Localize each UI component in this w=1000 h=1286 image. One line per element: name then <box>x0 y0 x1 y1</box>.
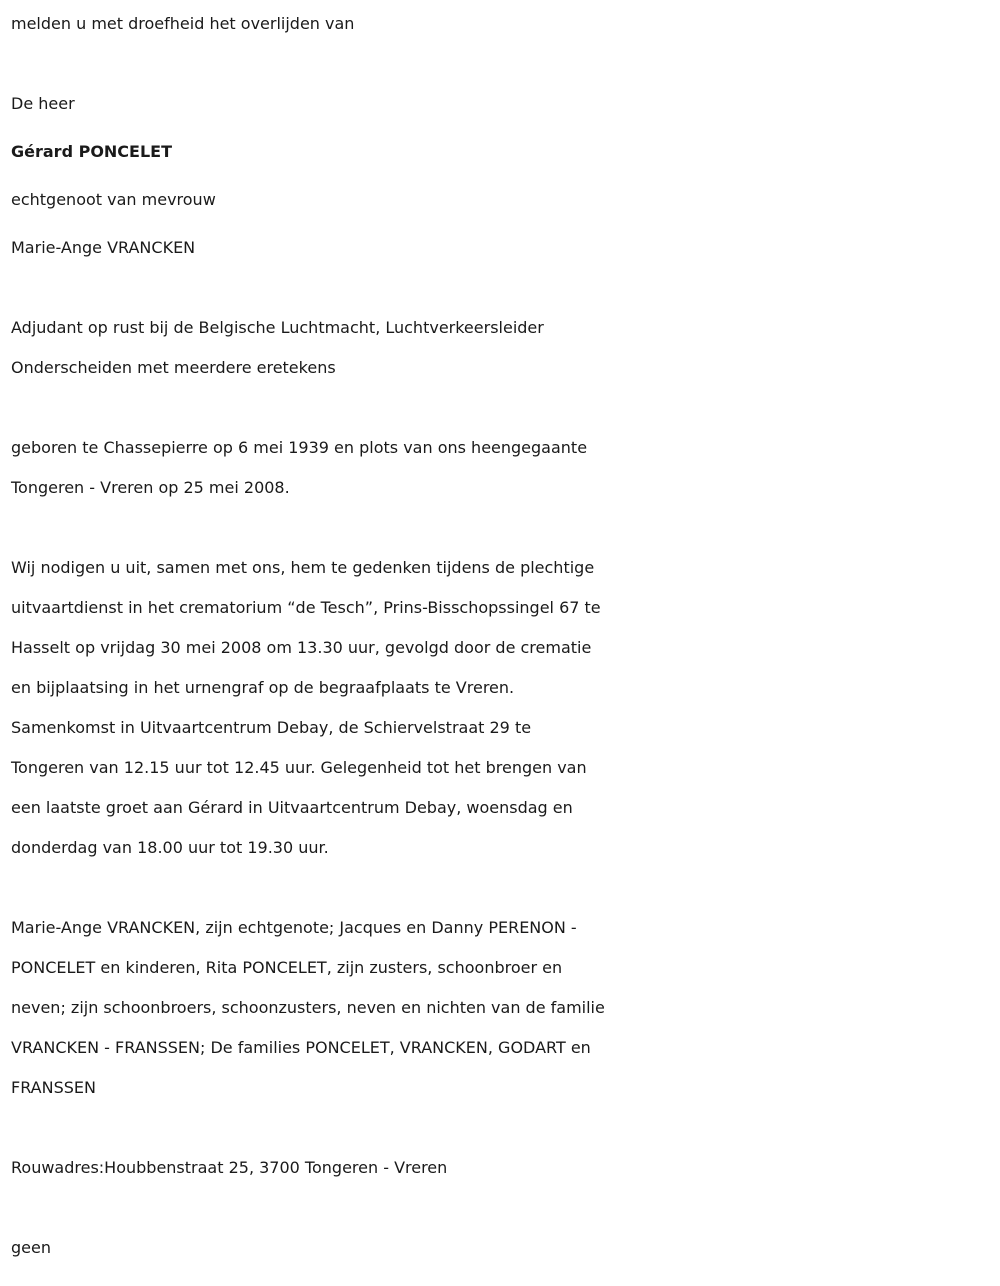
salutation: De heer <box>11 94 75 113</box>
paragraph-line: een laatste groet aan Gérard in Uitvaartcentrum Debay, woensdag en <box>11 798 573 817</box>
death-notice <box>11 4 996 1268</box>
paragraph-line: VRANCKEN - FRANSSEN; De families PONCELET, VRANCKEN, GODART en <box>11 1038 591 1057</box>
paragraph-line: Tongeren - Vreren op 25 mei 2008. <box>11 478 290 497</box>
career-paragraph <box>11 308 996 388</box>
closing-text: geen <box>11 1238 51 1257</box>
paragraph-line: Tongeren van 12.15 uur tot 12.45 uur. Gelegenheid tot het brengen van <box>11 758 587 777</box>
paragraph-line: Hasselt op vrijdag 30 mei 2008 om 13.30 uur, gevolgd door de crematie <box>11 638 592 657</box>
paragraph-line: uitvaartdienst in het crematorium “de Tesch”, Prins-Bisschopssingel 67 te <box>11 598 601 617</box>
paragraph-line: en bijplaatsing in het urnengraf op de begraafplaats te Vreren. <box>11 678 515 697</box>
paragraph-line: geboren te Chassepierre op 6 mei 1939 en plots van ons heengegaante <box>11 438 588 457</box>
paragraph-line: Wij nodigen u uit, samen met ons, hem te gedenken tijdens de plechtige <box>11 558 595 577</box>
birth-death-paragraph <box>11 428 996 508</box>
paragraph-line: neven; zijn schoonbroers, schoonzusters, neven en nichten van de familie <box>11 998 605 1017</box>
paragraph-line: donderdag van 18.00 uur tot 19.30 uur. <box>11 838 329 857</box>
paragraph-line: PONCELET en kinderen, Rita PONCELET, zijn zusters, schoonbroer en <box>11 958 563 977</box>
paragraph-line: Adjudant op rust bij de Belgische Luchtmacht, Luchtverkeersleider <box>11 318 544 337</box>
mourning-address: Rouwadres:Houbbenstraat 25, 3700 Tongeren - Vreren <box>11 1158 448 1177</box>
spouse-label: echtgenoot van mevrouw <box>11 190 216 209</box>
paragraph-line: Onderscheiden met meerdere eretekens <box>11 358 336 377</box>
ceremony-paragraph <box>11 548 996 868</box>
paragraph-line: Marie-Ange VRANCKEN, zijn echtgenote; Jacques en Danny PERENON - <box>11 918 577 937</box>
paragraph-line: FRANSSEN <box>11 1078 96 1097</box>
paragraph-line: Samenkomst in Uitvaartcentrum Debay, de Schiervelstraat 29 te <box>11 718 532 737</box>
deceased-name: Gérard PONCELET <box>11 142 173 161</box>
intro-text: melden u met droefheid het overlijden van <box>11 14 355 33</box>
spouse-name: Marie-Ange VRANCKEN <box>11 238 196 257</box>
family-paragraph <box>11 908 996 1108</box>
